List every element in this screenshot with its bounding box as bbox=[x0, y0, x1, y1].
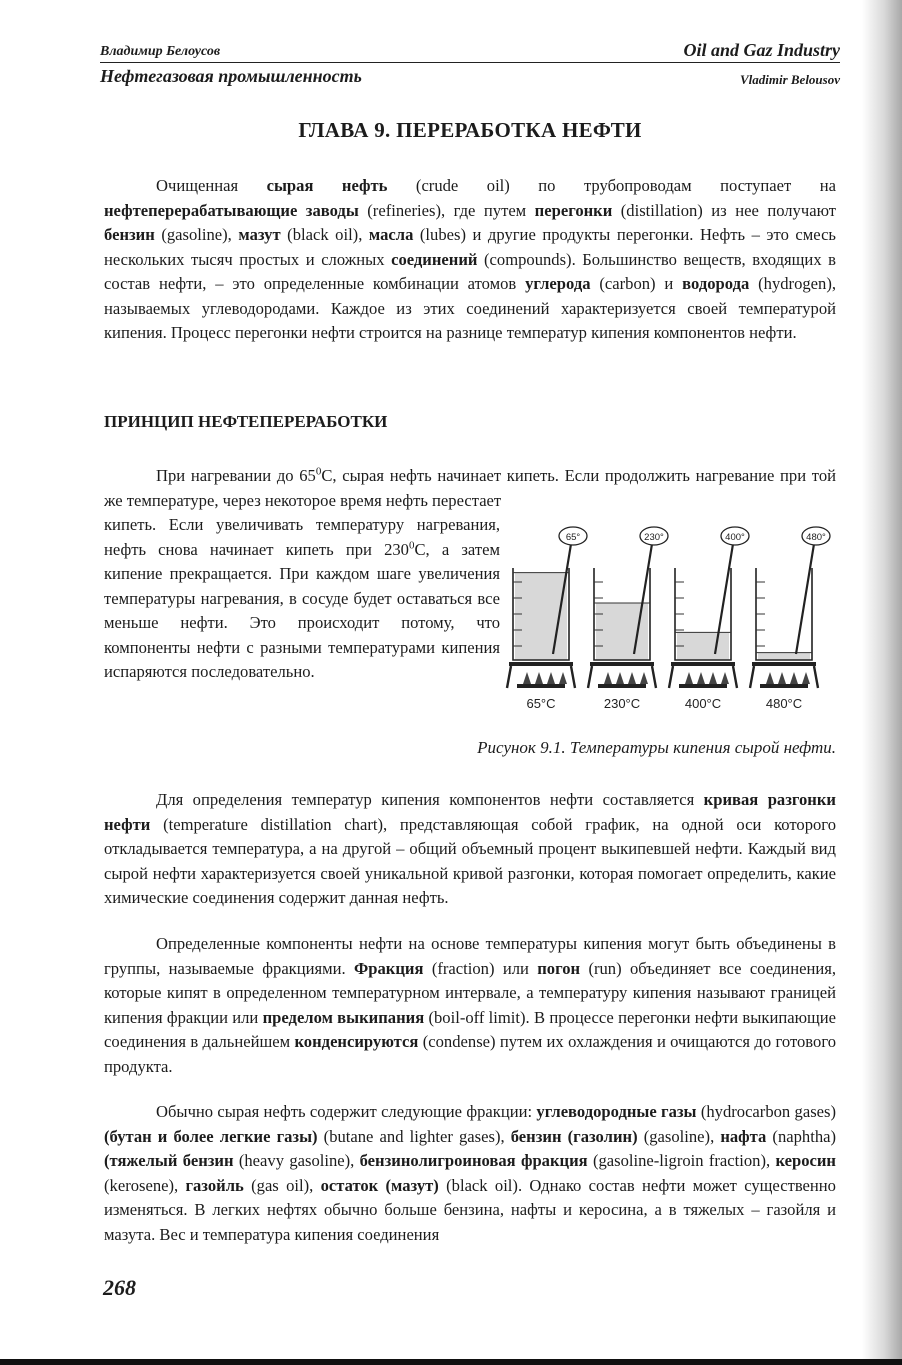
stand-leg bbox=[652, 666, 656, 688]
beakers-illustration bbox=[505, 520, 835, 720]
bold-term: газойль bbox=[185, 1175, 244, 1195]
burner-flame bbox=[559, 672, 567, 684]
bold-term: бензин bbox=[104, 225, 155, 244]
header-author-en: Vladimir Belousov bbox=[739, 72, 840, 87]
bold-term: соединений bbox=[391, 249, 478, 269]
text-run: (condense) путем их охлаждения и очищаются до готового продукта. bbox=[104, 1032, 837, 1076]
stand-leg bbox=[733, 666, 737, 688]
bold-term: бензинолигроиновая фракция bbox=[359, 1151, 588, 1170]
section-title: ПРИНЦИП НЕФТЕПЕРЕРАБОТКИ bbox=[104, 412, 388, 431]
burner-flame bbox=[802, 672, 810, 684]
burner-flame bbox=[535, 672, 543, 684]
stand-top bbox=[671, 662, 735, 666]
bold-term: керосин bbox=[775, 1151, 836, 1170]
stand-leg bbox=[588, 666, 592, 688]
bold-term: конденсируются bbox=[294, 1032, 419, 1051]
oil-level bbox=[677, 632, 729, 660]
burner-flame bbox=[709, 672, 717, 684]
stand-leg bbox=[669, 666, 673, 688]
p2-text-c: кипеть. Если увеличивать температуру нагревания, нефть снова начинает кипеть при 230 bbox=[104, 515, 500, 559]
text-run: (distillation) из нее получают bbox=[612, 200, 836, 220]
text-run: (lubes) и другие продукты перегонки. Нефть – это смесь нескольких тысяч простых и сложных bbox=[104, 225, 836, 269]
bold-term: нефтеперерабатывающие заводы bbox=[104, 200, 359, 220]
temperature-label: 230°C bbox=[603, 696, 641, 711]
degree-sup-2: 0 bbox=[408, 538, 415, 551]
burner-flame bbox=[697, 672, 705, 684]
text-run: (gasoline-ligroin fraction), bbox=[587, 1151, 776, 1170]
bold-term: углеводородные газы bbox=[536, 1102, 697, 1121]
text-run: (gas oil), bbox=[243, 1175, 321, 1195]
stand-leg bbox=[814, 666, 818, 688]
text-run: (refineries), где путем bbox=[358, 200, 535, 220]
burner-flame bbox=[547, 672, 555, 684]
text-run: (run) объединяет все соединения, которые кипят в определенном температурном интервале, а температуру кипения называют границей кипения фракции или bbox=[104, 958, 836, 1027]
temperature-label: 400°C bbox=[684, 696, 722, 711]
text-run: (black oil), bbox=[280, 225, 369, 244]
text-run: (gasoline), bbox=[637, 1126, 721, 1146]
stand-top bbox=[509, 662, 573, 666]
burner-base bbox=[517, 684, 565, 688]
text-run: (heavy gasoline), bbox=[233, 1151, 360, 1170]
burner-flame bbox=[628, 672, 636, 684]
text-run: Очищенная bbox=[156, 176, 267, 195]
running-header-bottom bbox=[100, 66, 840, 88]
p2-text-b: С, сырая нефть начинает кипеть. Если продолжить нагревание при той же температуре, через некоторое время нефть перестает bbox=[104, 466, 836, 510]
text-run: (butane and lighter gases), bbox=[317, 1126, 511, 1146]
bold-term: пределом выкипания bbox=[262, 1007, 425, 1027]
paragraph-fractions bbox=[104, 932, 836, 1079]
burner-flame bbox=[778, 672, 786, 684]
text-run: (crude oil) по трубопроводам поступает на bbox=[387, 176, 836, 195]
temperature-label: 480°C bbox=[765, 696, 803, 711]
thermometer-label: 400° bbox=[725, 532, 745, 543]
burner-flame bbox=[523, 672, 531, 684]
paragraph-principle-top bbox=[104, 464, 836, 513]
text-run: (black oil). Однако состав нефти может существенно изменяться. В легких нефтях обычно больше бензина, нафты и керосина, а в тяжелых – газойля и мазута. Вес и температура кипения соединения bbox=[104, 1175, 836, 1244]
page-number: 268 bbox=[103, 1275, 136, 1300]
text-run: Определенные компоненты нефти на основе температуры кипения могут быть объединены в группы, называемые фракциями. bbox=[104, 934, 836, 978]
scan-bottom-edge bbox=[0, 1359, 902, 1365]
bold-term: перегонки bbox=[534, 200, 613, 220]
paragraph-intro bbox=[104, 174, 836, 346]
burner-flame bbox=[685, 672, 693, 684]
burner-flame bbox=[721, 672, 729, 684]
paragraph-principle-left bbox=[104, 513, 500, 685]
thermometer-label: 480° bbox=[806, 532, 826, 543]
bold-term: кривая разгонки нефти bbox=[104, 790, 836, 834]
bold-term: бензин (газолин) bbox=[510, 1126, 638, 1146]
bold-term: масла bbox=[368, 225, 414, 244]
text-run: (naphtha) bbox=[766, 1126, 837, 1146]
bold-term: нафта bbox=[720, 1126, 767, 1146]
p2-text-a: При нагревании до 65 bbox=[156, 466, 316, 485]
header-title-en: Oil and Gaz Industry bbox=[683, 40, 840, 60]
burner-base bbox=[760, 684, 808, 688]
burner-flame bbox=[604, 672, 612, 684]
header-title-ru: Нефтегазовая промышленность bbox=[100, 66, 362, 86]
bold-term: мазут bbox=[238, 225, 281, 244]
bold-term: (бутан и более легкие газы) bbox=[104, 1126, 318, 1146]
chapter-title: ГЛАВА 9. ПЕРЕРАБОТКА НЕФТИ bbox=[298, 118, 642, 142]
paragraph-fraction-list bbox=[104, 1100, 836, 1247]
bold-term: остаток (мазут) bbox=[320, 1175, 439, 1195]
burner-flame bbox=[766, 672, 774, 684]
bold-term: Фракция bbox=[354, 958, 424, 978]
degree-sup-1: 0 bbox=[315, 465, 322, 478]
text-run: Для определения температур кипения компонентов нефти составляется bbox=[156, 790, 704, 809]
text-run: (compounds). Большинство веществ, входящих в состав нефти, – это определенные комбинации атомов bbox=[104, 249, 837, 293]
stand-leg bbox=[750, 666, 754, 688]
burner-flame bbox=[616, 672, 624, 684]
thermometer-label: 65° bbox=[565, 532, 581, 543]
stand-leg bbox=[571, 666, 575, 688]
figure-boiling-beakers bbox=[505, 520, 835, 720]
oil-level bbox=[758, 653, 810, 660]
running-header-top bbox=[100, 40, 840, 63]
stand-top bbox=[590, 662, 654, 666]
paragraph-distillation-curve bbox=[104, 788, 836, 911]
text-run: (boil-off limit). В процессе перегонки нефти выкипающие соединения в дальнейшем bbox=[104, 1007, 836, 1051]
burner-base bbox=[598, 684, 646, 688]
burner-flame bbox=[790, 672, 798, 684]
page-edge-shadow bbox=[862, 0, 902, 1365]
text-run: (hydrocarbon gases) bbox=[696, 1102, 836, 1121]
burner-base bbox=[679, 684, 727, 688]
bold-term: водорода bbox=[682, 274, 750, 293]
text-run: (gasoline), bbox=[154, 225, 239, 244]
text-run: (carbon) и bbox=[590, 274, 683, 293]
text-run: (kerosene), bbox=[104, 1175, 186, 1195]
bold-term: углерода bbox=[525, 274, 591, 293]
figure-caption: Рисунок 9.1. Температуры кипения сырой нефти. bbox=[477, 738, 836, 757]
thermometer-label: 230° bbox=[644, 532, 664, 543]
header-author-ru: Владимир Белоусов bbox=[100, 44, 221, 59]
stand-top bbox=[752, 662, 816, 666]
text-run: (temperature distillation chart), представляющая собой график, на одной оси которого откладывается температура, а на другой – общий объемный процент выкипевшей нефти. Каждый вид сырой нефти характеризуется своей уникальной кривой разгонки, которая помогает определить, какие химические соединения содержит данная нефть. bbox=[104, 814, 836, 907]
p2-text-d: С, а затем кипение прекращается. При каждом шаге увеличения температуры нагревания, в сосуде будет оставаться все меньше нефти. Это происходит потому, что компоненты нефти с разными температурами кипения испаряются последовательно. bbox=[104, 539, 500, 681]
temperature-label: 65°C bbox=[526, 696, 556, 711]
stand-leg bbox=[507, 666, 511, 688]
text-run: (fraction) или bbox=[423, 958, 538, 978]
bold-term: погон bbox=[537, 958, 581, 978]
text-run: (hydrogen), называемых углеводородами. Каждое из этих соединений характеризуется своей температурой кипения. Процесс перегонки нефти строится на разнице температур кипения компонентов нефти. bbox=[104, 274, 837, 342]
burner-flame bbox=[640, 672, 648, 684]
bold-term: сырая нефть bbox=[266, 176, 388, 195]
text-run: Обычно сырая нефть содержит следующие фракции: bbox=[156, 1102, 537, 1121]
bold-term: (тяжелый бензин bbox=[104, 1151, 234, 1170]
